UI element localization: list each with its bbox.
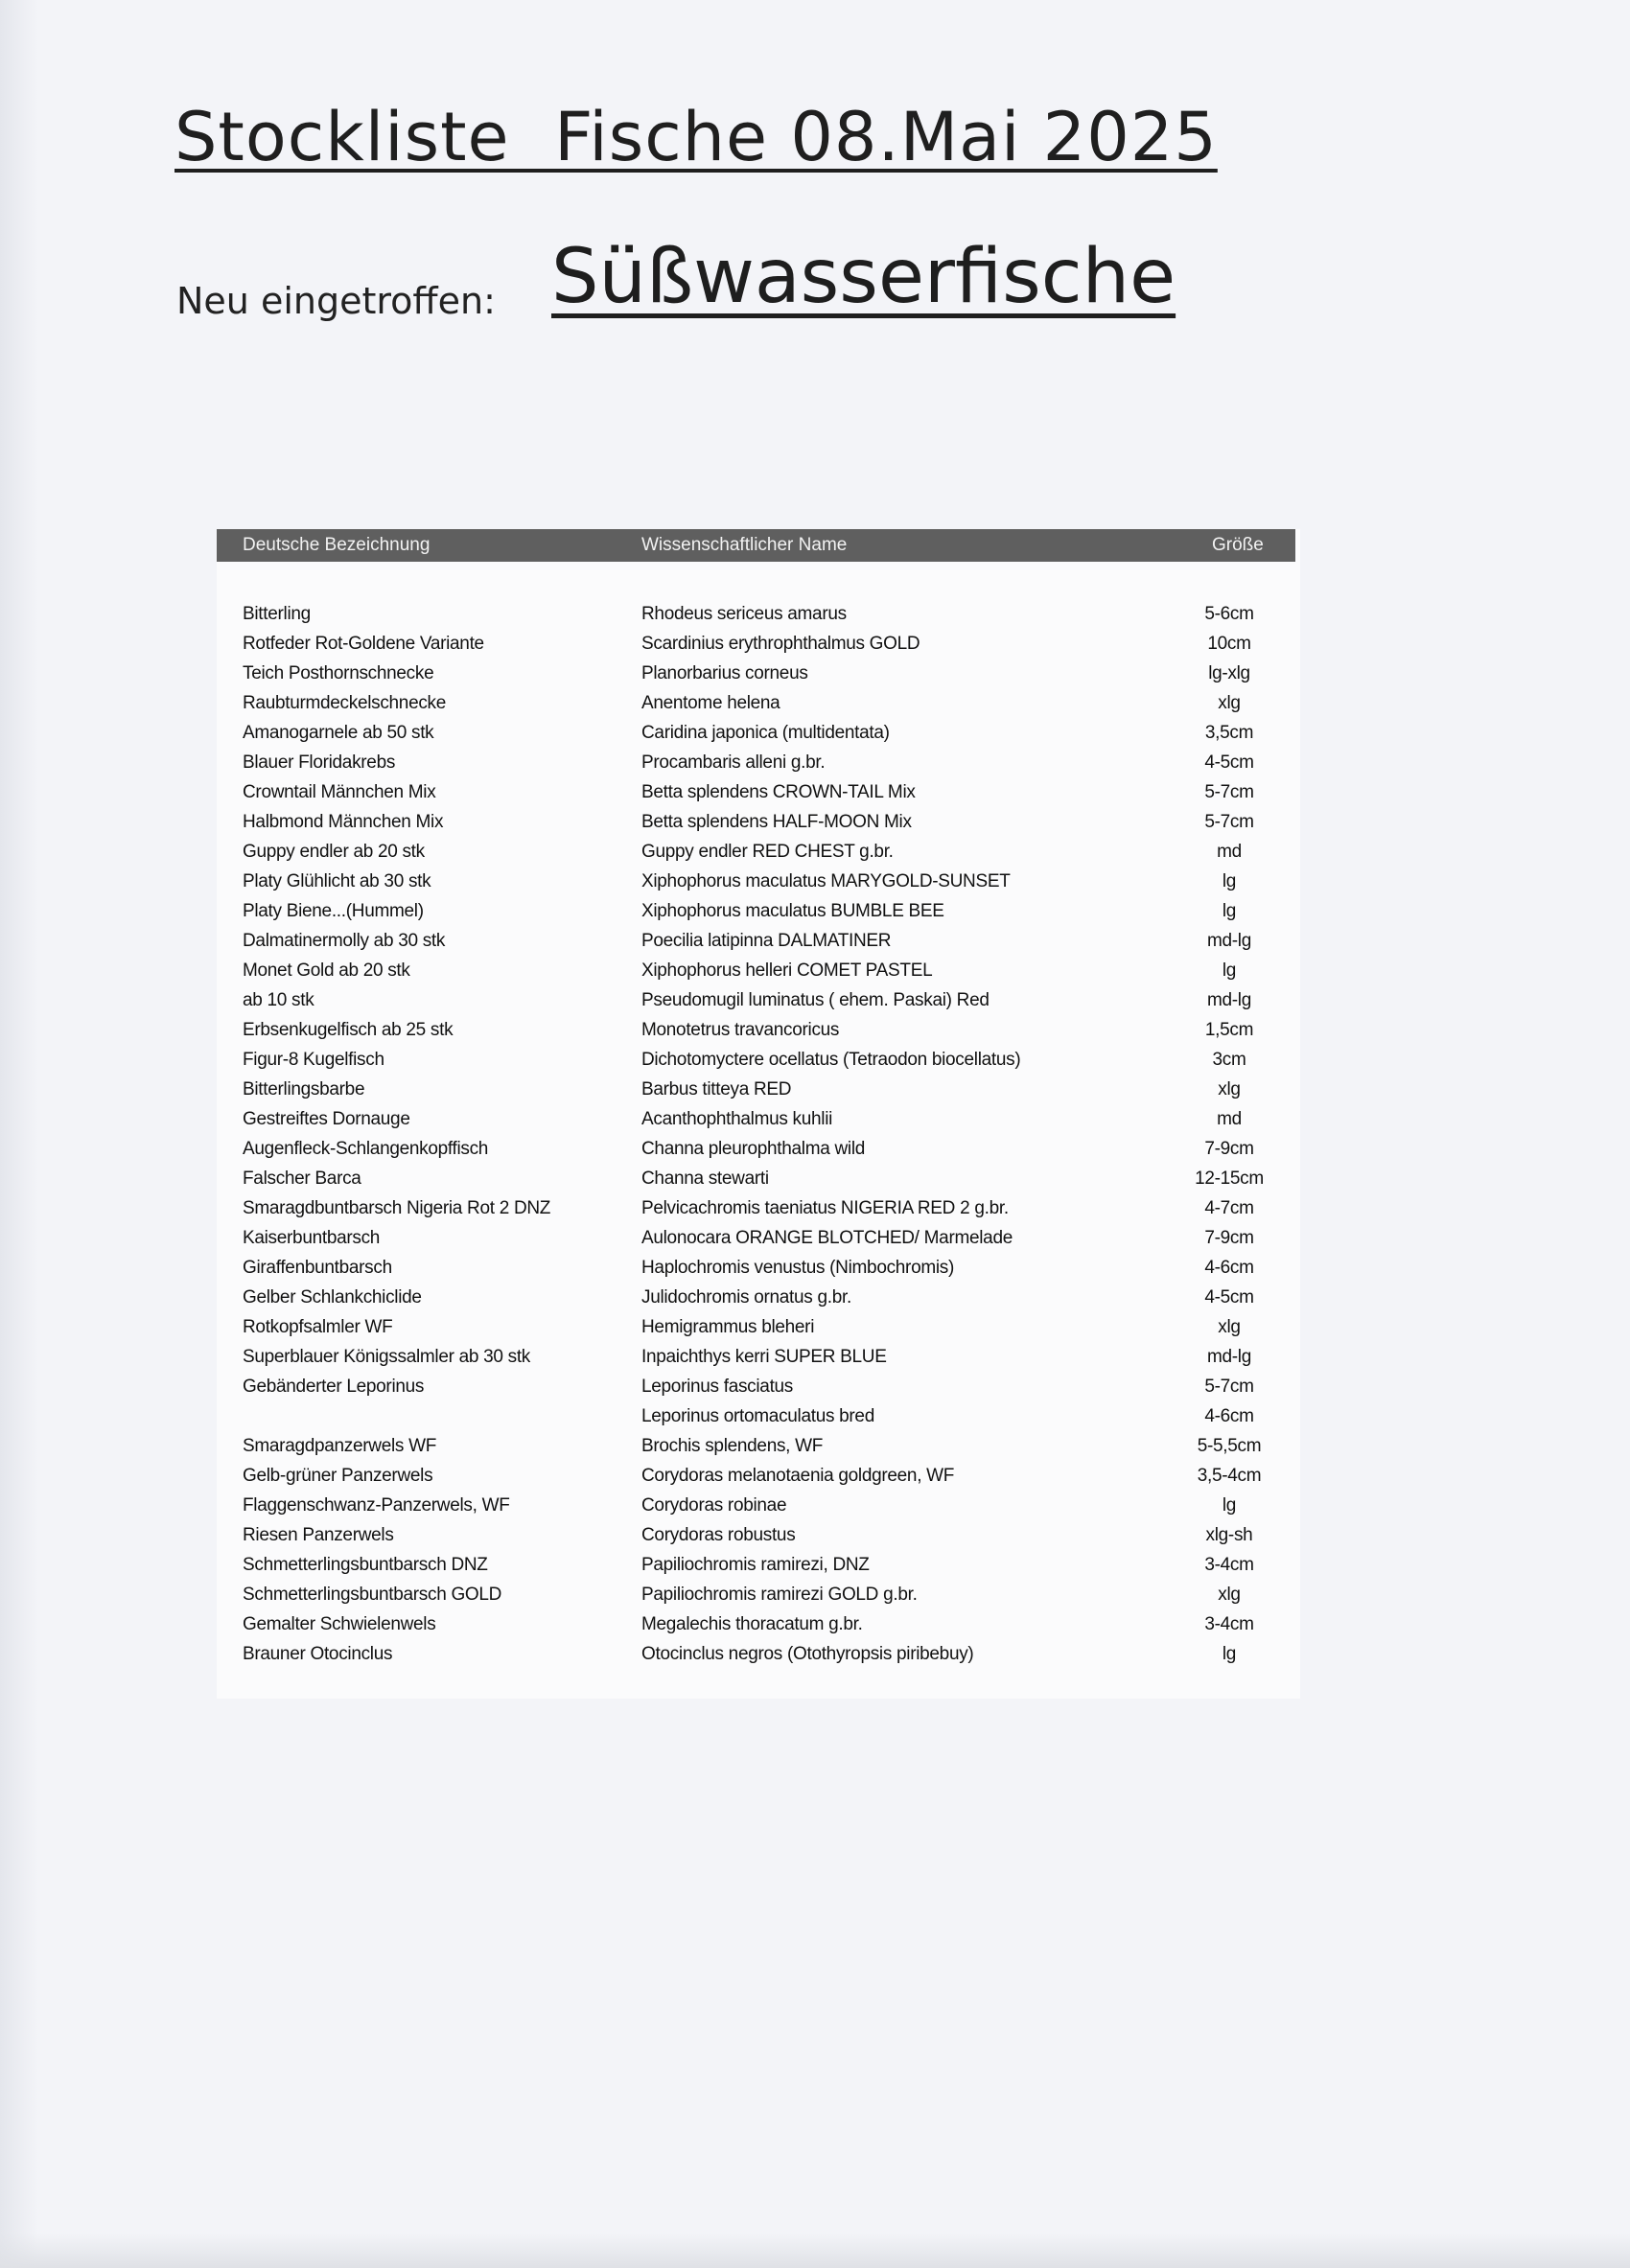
- table-row: [217, 1609, 1295, 1639]
- table-row: [217, 1015, 1295, 1045]
- size-cell: lg: [1222, 960, 1237, 981]
- header-scientific-name: Wissenschaftlicher Name: [641, 535, 848, 555]
- table-row: [217, 1372, 1295, 1401]
- scientific-name-cell: Inpaichthys kerri SUPER BLUE: [641, 1347, 887, 1367]
- scientific-name-cell: Guppy endler RED CHEST g.br.: [641, 842, 894, 862]
- scientific-name-cell: Planorbarius corneus: [641, 663, 808, 683]
- size-cell: lg: [1222, 1644, 1237, 1664]
- size-cell: xlg: [1218, 1317, 1241, 1337]
- size-cell: 3,5cm: [1204, 723, 1254, 743]
- german-name-cell: Flaggenschwanz-Panzerwels, WF: [243, 1495, 510, 1516]
- german-name-cell: Teich Posthornschnecke: [243, 663, 434, 683]
- size-cell: md: [1217, 842, 1242, 862]
- size-cell: md-lg: [1206, 990, 1251, 1010]
- size-cell: 5-7cm: [1204, 812, 1254, 832]
- scientific-name-cell: Corydoras robinae: [641, 1495, 787, 1516]
- scientific-name-cell: Leporinus fasciatus: [641, 1377, 794, 1397]
- size-cell: lg-xlg: [1208, 663, 1250, 683]
- german-name-cell: Monet Gold ab 20 stk: [243, 960, 410, 981]
- size-cell: 7-9cm: [1204, 1139, 1254, 1159]
- german-name-cell: Schmetterlingsbuntbarsch DNZ: [243, 1555, 488, 1575]
- german-name-cell: Schmetterlingsbuntbarsch GOLD: [243, 1585, 502, 1605]
- german-name-cell: Gelb-grüner Panzerwels: [243, 1466, 433, 1486]
- size-cell: 5-6cm: [1204, 604, 1254, 624]
- size-cell: md: [1217, 1109, 1242, 1129]
- size-cell: 4-5cm: [1204, 1287, 1254, 1308]
- size-cell: 5-5,5cm: [1197, 1436, 1262, 1456]
- german-name-cell: Giraffenbuntbarsch: [243, 1258, 392, 1278]
- scientific-name-cell: Pelvicachromis taeniatus NIGERIA RED 2 g.br.: [641, 1198, 1009, 1218]
- german-name-cell: Smaragdpanzerwels WF: [243, 1436, 437, 1456]
- size-cell: xlg: [1218, 1585, 1241, 1605]
- scientific-name-cell: Scardinius erythrophthalmus GOLD: [641, 634, 920, 654]
- german-name-cell: Riesen Panzerwels: [243, 1525, 394, 1545]
- size-cell: 5-7cm: [1204, 782, 1254, 802]
- scientific-name-cell: Acanthophthalmus kuhlii: [641, 1109, 833, 1129]
- german-name-cell: Platy Biene...(Hummel): [243, 901, 424, 921]
- german-name-cell: Smaragdbuntbarsch Nigeria Rot 2 DNZ: [243, 1198, 551, 1218]
- german-name-cell: Dalmatinermolly ab 30 stk: [243, 931, 446, 951]
- new-arrivals-label: Neu eingetroffen:: [176, 280, 496, 322]
- table-row: [217, 1075, 1295, 1104]
- table-row: [217, 1580, 1295, 1609]
- scientific-name-cell: Dichotomyctere ocellatus (Tetraodon biocellatus): [641, 1050, 1021, 1070]
- scientific-name-cell: Betta splendens HALF-MOON Mix: [641, 812, 912, 832]
- german-name-cell: Bitterling: [243, 604, 311, 624]
- freshwater-fish-heading: Süßwasserfische: [551, 234, 1176, 320]
- size-cell: md-lg: [1206, 931, 1251, 951]
- size-cell: 5-7cm: [1204, 1377, 1254, 1397]
- document-title: Stockliste Fische 08.Mai 2025: [175, 98, 1218, 176]
- scientific-name-cell: Monotetrus travancoricus: [641, 1020, 840, 1040]
- size-cell: 3-4cm: [1204, 1614, 1254, 1634]
- table-row: [217, 837, 1295, 867]
- scientific-name-cell: Aulonocara ORANGE BLOTCHED/ Marmelade: [641, 1228, 1013, 1248]
- table-row: [217, 1401, 1295, 1431]
- scientific-name-cell: Julidochromis ornatus g.br.: [641, 1287, 851, 1308]
- scientific-name-cell: Corydoras melanotaenia goldgreen, WF: [641, 1466, 955, 1486]
- scientific-name-cell: Otocinclus negros (Otothyropsis piribebuy): [641, 1644, 974, 1664]
- scientific-name-cell: Megalechis thoracatum g.br.: [641, 1614, 863, 1634]
- size-cell: lg: [1222, 1495, 1237, 1516]
- german-name-cell: Gestreiftes Dornauge: [243, 1109, 410, 1129]
- table-row: [217, 748, 1295, 777]
- table-row: [217, 688, 1295, 718]
- table-row: [217, 718, 1295, 748]
- size-cell: 4-5cm: [1204, 752, 1254, 773]
- table-row: [217, 1342, 1295, 1372]
- size-cell: xlg: [1218, 1079, 1241, 1099]
- table-header: [217, 529, 1295, 562]
- table-row: [217, 1193, 1295, 1223]
- german-name-cell: Rotfeder Rot-Goldene Variante: [243, 634, 484, 654]
- size-cell: 3cm: [1212, 1050, 1246, 1070]
- german-name-cell: Gemalter Schwielenwels: [243, 1614, 436, 1634]
- stock-list-sheet: [217, 529, 1300, 1699]
- table-row: [217, 807, 1295, 837]
- header-german-name: Deutsche Bezeichnung: [243, 535, 431, 555]
- scientific-name-cell: Procambaris alleni g.br.: [641, 752, 826, 773]
- header-size: Größe: [1212, 535, 1264, 555]
- german-name-cell: Rotkopfsalmler WF: [243, 1317, 393, 1337]
- german-name-cell: Gelber Schlankchiclide: [243, 1287, 422, 1308]
- german-name-cell: Gebänderter Leporinus: [243, 1377, 425, 1397]
- table-row: [217, 777, 1295, 807]
- scientific-name-cell: Barbus titteya RED: [641, 1079, 792, 1099]
- german-name-cell: Brauner Otocinclus: [243, 1644, 393, 1664]
- table-row: [217, 1045, 1295, 1075]
- size-cell: 3-4cm: [1204, 1555, 1254, 1575]
- size-cell: 10cm: [1207, 634, 1251, 654]
- scientific-name-cell: Xiphophorus helleri COMET PASTEL: [641, 960, 933, 981]
- table-row: [217, 896, 1295, 926]
- table-row: [217, 1550, 1295, 1580]
- table-row: [217, 1491, 1295, 1520]
- size-cell: 12-15cm: [1195, 1169, 1264, 1189]
- scientific-name-cell: Caridina japonica (multidentata): [641, 723, 890, 743]
- table-row: [217, 1639, 1295, 1669]
- scientific-name-cell: Channa pleurophthalma wild: [641, 1139, 866, 1159]
- size-cell: 4-6cm: [1204, 1258, 1254, 1278]
- table-row: [217, 659, 1295, 688]
- table-row: [217, 1253, 1295, 1283]
- table-row: [217, 1164, 1295, 1193]
- german-name-cell: Amanogarnele ab 50 stk: [243, 723, 434, 743]
- scientific-name-cell: Brochis splendens, WF: [641, 1436, 824, 1456]
- scientific-name-cell: Pseudomugil luminatus ( ehem. Paskai) Red: [641, 990, 990, 1010]
- german-name-cell: Platy Glühlicht ab 30 stk: [243, 871, 431, 891]
- german-name-cell: Erbsenkugelfisch ab 25 stk: [243, 1020, 454, 1040]
- size-cell: 4-7cm: [1204, 1198, 1254, 1218]
- table-row: [217, 867, 1295, 896]
- scientific-name-cell: Hemigrammus bleheri: [641, 1317, 815, 1337]
- size-cell: 7-9cm: [1204, 1228, 1254, 1248]
- table-row: [217, 1283, 1295, 1312]
- table-row: [217, 599, 1295, 629]
- table-row: [217, 1104, 1295, 1134]
- german-name-cell: Kaiserbuntbarsch: [243, 1228, 381, 1248]
- table-row: [217, 1312, 1295, 1342]
- table-row: [217, 1520, 1295, 1550]
- scientific-name-cell: Rhodeus sericeus amarus: [641, 604, 847, 624]
- table-row: [217, 956, 1295, 985]
- german-name-cell: Crowntail Männchen Mix: [243, 782, 436, 802]
- german-name-cell: Bitterlingsbarbe: [243, 1079, 365, 1099]
- scientific-name-cell: Haplochromis venustus (Nimbochromis): [641, 1258, 955, 1278]
- size-cell: xlg-sh: [1205, 1525, 1253, 1545]
- size-cell: 3,5-4cm: [1197, 1466, 1262, 1486]
- german-name-cell: Raubturmdeckelschnecke: [243, 693, 447, 713]
- table-row: [217, 1223, 1295, 1253]
- table-row: [217, 629, 1295, 659]
- scientific-name-cell: Channa stewarti: [641, 1169, 769, 1189]
- scientific-name-cell: Papiliochromis ramirezi, DNZ: [641, 1555, 870, 1575]
- scientific-name-cell: Xiphophorus maculatus BUMBLE BEE: [641, 901, 944, 921]
- table-row: [217, 1461, 1295, 1491]
- stock-table-body: [217, 599, 1295, 1669]
- size-cell: 4-6cm: [1204, 1406, 1254, 1426]
- table-row: [217, 1431, 1295, 1461]
- scientific-name-cell: Papiliochromis ramirezi GOLD g.br.: [641, 1585, 918, 1605]
- scientific-name-cell: Poecilia latipinna DALMATINER: [641, 931, 892, 951]
- size-cell: lg: [1222, 871, 1237, 891]
- size-cell: xlg: [1218, 693, 1241, 713]
- scientific-name-cell: Betta splendens CROWN-TAIL Mix: [641, 782, 916, 802]
- paper-shadow-bottom: [0, 2233, 1630, 2268]
- scientific-name-cell: Leporinus ortomaculatus bred: [641, 1406, 874, 1426]
- size-cell: md-lg: [1206, 1347, 1251, 1367]
- german-name-cell: Blauer Floridakrebs: [243, 752, 396, 773]
- size-cell: 1,5cm: [1204, 1020, 1254, 1040]
- german-name-cell: Superblauer Königssalmler ab 30 stk: [243, 1347, 531, 1367]
- table-row: [217, 985, 1295, 1015]
- german-name-cell: Augenfleck-Schlangenkopffisch: [243, 1139, 489, 1159]
- german-name-cell: Guppy endler ab 20 stk: [243, 842, 425, 862]
- german-name-cell: Falscher Barca: [243, 1169, 361, 1189]
- table-row: [217, 1134, 1295, 1164]
- table-row: [217, 926, 1295, 956]
- scientific-name-cell: Xiphophorus maculatus MARYGOLD-SUNSET: [641, 871, 1011, 891]
- german-name-cell: Figur-8 Kugelfisch: [243, 1050, 384, 1070]
- paper-shadow-left: [0, 0, 38, 2268]
- scientific-name-cell: Anentome helena: [641, 693, 780, 713]
- german-name-cell: Halbmond Männchen Mix: [243, 812, 444, 832]
- size-cell: lg: [1222, 901, 1237, 921]
- german-name-cell: ab 10 stk: [243, 990, 314, 1010]
- scientific-name-cell: Corydoras robustus: [641, 1525, 796, 1545]
